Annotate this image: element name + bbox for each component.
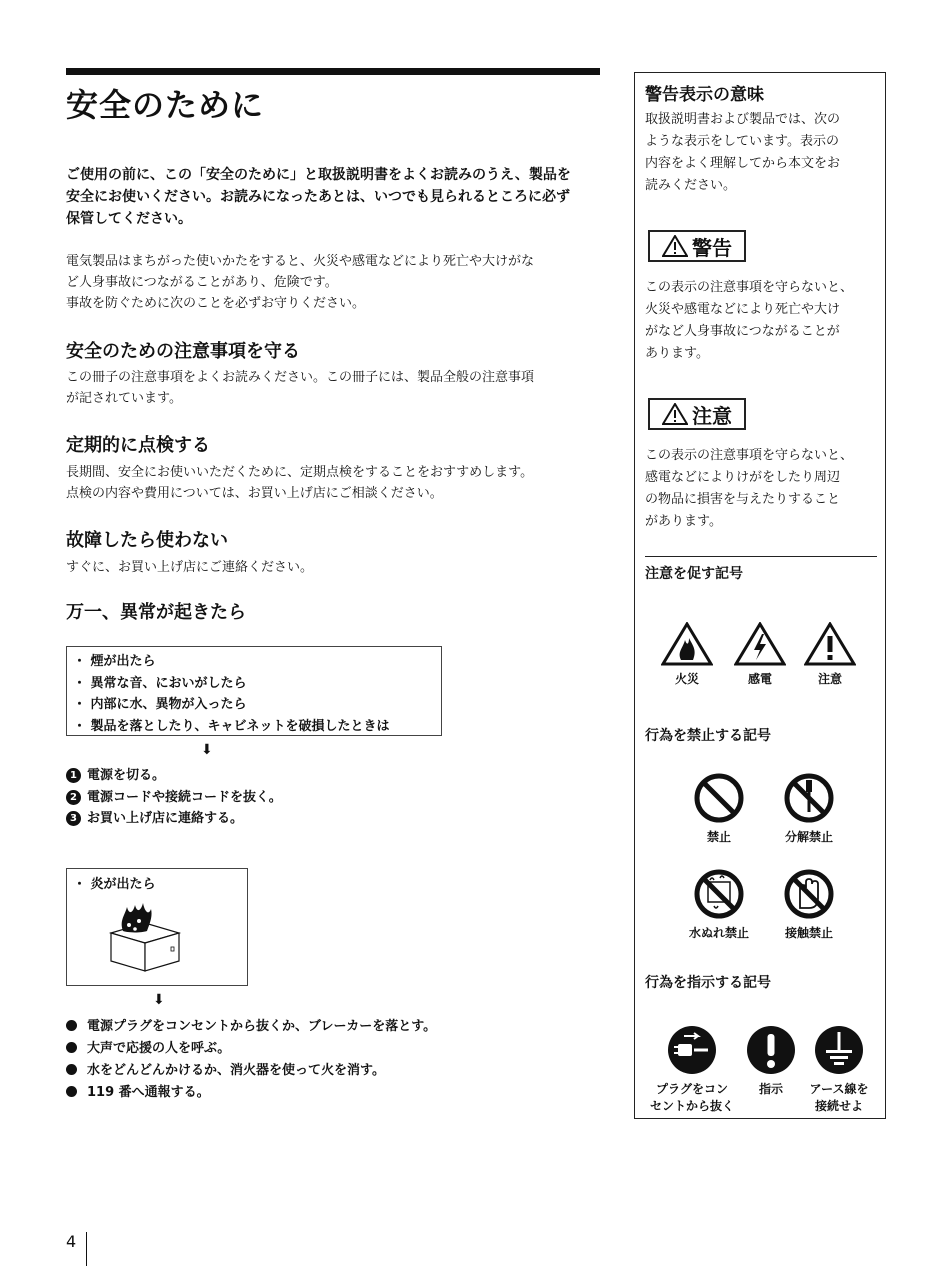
warning-line: 火災や感電などにより死亡や大け: [645, 302, 841, 317]
section-line: この冊子の注意事項をよくお読みください。この冊子には、製品全般の注意事項: [66, 370, 535, 385]
section-body: [66, 557, 596, 578]
no-touch-symbol: [776, 868, 842, 941]
caution-line: があります。: [645, 514, 722, 529]
electric-shock-icon: [734, 622, 786, 666]
symbol-label: 指示: [758, 1082, 783, 1096]
symbol-label: 感電: [747, 672, 772, 686]
ground-icon: [800, 1024, 878, 1076]
page-title: 安全のために: [66, 86, 265, 124]
no-disassembly-icon: [776, 772, 842, 824]
mandatory-exclamation-icon: [745, 1024, 797, 1076]
lead-paragraph: [66, 164, 596, 230]
section-heading: 故障したら使わない: [66, 530, 228, 551]
warning-description: [645, 277, 875, 365]
bullet-icon: [66, 1042, 77, 1053]
fire-hazard-icon: [661, 622, 713, 666]
step-number: 2: [66, 790, 81, 805]
fire-box-label: ・ 炎が出たら: [73, 877, 156, 892]
step-number: 1: [66, 768, 81, 783]
instruct-heading: 行為を指示する記号: [645, 975, 771, 991]
title-rule: [66, 68, 600, 75]
action-steps: [66, 765, 282, 830]
step-item: [66, 787, 282, 809]
symbol-label: プラグをコン: [655, 1082, 728, 1096]
condition-item: ・ 製品を落としたり、キャビネットを破損したときは: [73, 718, 390, 734]
burning-cabinet-icon: [105, 903, 185, 975]
prohibit-heading: 行為を禁止する記号: [645, 728, 771, 744]
no-disassembly-symbol: [776, 772, 842, 845]
caution-sign: [648, 398, 746, 430]
symbol-label: 接続せよ: [814, 1099, 863, 1113]
fire-action-item: [66, 1038, 436, 1060]
instruction-symbol: [745, 1024, 797, 1097]
section-body: [66, 367, 596, 409]
section-line: が記されています。: [66, 391, 182, 406]
section-heading: 万一、異常が起きたら: [66, 602, 246, 623]
step-text: お買い上げ店に連絡する。: [87, 811, 244, 826]
symbol-label: 接触禁止: [784, 926, 833, 940]
symbol-label: 禁止: [706, 830, 731, 844]
bullet-icon: [66, 1064, 77, 1075]
fire-action-text: 大声で応援の人を呼ぶ。: [87, 1041, 231, 1056]
intro-line: 電気製品はまちがった使いかたをすると、火災や感電などにより死亡や大けがな: [66, 254, 535, 269]
attention-heading: 注意を促す記号: [645, 566, 743, 582]
abnormal-conditions-box: [66, 646, 442, 736]
lead-line: 保管してください。: [66, 211, 192, 227]
caution-line: この表示の注意事項を守らないと、: [645, 448, 854, 463]
panel-divider: [645, 556, 877, 557]
section-heading: 定期的に点検する: [66, 435, 210, 456]
section-line: 点検の内容や費用については、お買い上げ店にご相談ください。: [66, 486, 443, 501]
bullet-icon: [66, 1020, 77, 1031]
step-item: [66, 765, 282, 787]
warning-line: がなど人身事故につながることが: [645, 324, 840, 339]
panel-intro: [645, 109, 875, 197]
prohibited-symbol: [686, 772, 752, 845]
panel-heading: 警告表示の意味: [645, 85, 764, 105]
unplug-icon: [644, 1024, 740, 1076]
intro-line: ど人身事故につながることがあり、危険です。: [66, 275, 338, 290]
warning-label: 警告: [692, 235, 732, 260]
symbol-label: セントから抜く: [649, 1099, 734, 1113]
panel-intro-line: 内容をよく理解してから本文をお: [645, 156, 841, 171]
no-touch-icon: [776, 868, 842, 920]
down-arrow-icon: ⬇: [201, 742, 213, 758]
fire-box: [66, 868, 248, 986]
section-line: すぐに、お買い上げ店にご連絡ください。: [66, 560, 314, 575]
condition-item: ・ 異常な音、においがしたら: [73, 675, 247, 691]
down-arrow-icon: ⬇: [153, 992, 165, 1008]
fire-action-item: [66, 1016, 436, 1038]
bullet-icon: [66, 1086, 77, 1097]
step-number: 3: [66, 811, 81, 826]
fire-action-item: [66, 1082, 436, 1104]
symbol-label: アース線を: [809, 1082, 869, 1096]
page-number-rule: [86, 1232, 87, 1266]
prohibited-icon: [686, 772, 752, 824]
warning-triangle-icon: [662, 235, 688, 257]
intro-paragraph: [66, 251, 596, 314]
fire-action-list: [66, 1016, 436, 1104]
step-text: 電源コードや接続コードを抜く。: [87, 789, 282, 805]
warning-sign: [648, 230, 746, 262]
symbol-label: 分解禁止: [784, 830, 833, 844]
no-water-symbol: [686, 868, 752, 941]
fire-action-text: 電源プラグをコンセントから抜くか、ブレーカーを落とす。: [87, 1019, 437, 1034]
caution-symbol: [804, 622, 856, 687]
fire-action-text: 119 番へ通報する。: [87, 1085, 210, 1100]
warning-line: この表示の注意事項を守らないと、: [645, 280, 854, 295]
condition-item: ・ 内部に水、異物が入ったら: [73, 697, 247, 712]
fire-action-text: 水をどんどんかけるか、消火器を使って火を消す。: [87, 1063, 385, 1078]
caution-line: の物品に損害を与えたりすること: [645, 492, 841, 507]
caution-triangle-icon: [662, 403, 688, 425]
section-line: 長期間、安全にお使いいただくために、定期点検をすることをおすすめします。: [66, 465, 534, 480]
caution-line: 感電などによりけがをしたり周辺: [645, 470, 841, 485]
lead-line: 安全にお使いください。お読みになったあとは、いつでも見られるところに必ず: [66, 189, 570, 205]
symbol-label: 注意: [817, 672, 842, 686]
panel-intro-line: ような表示をしています。表示の: [645, 134, 839, 149]
panel-intro-line: 読みください。: [645, 178, 737, 193]
caution-description: [645, 445, 875, 533]
ground-symbol: [800, 1024, 878, 1114]
step-text: 電源を切る。: [87, 768, 166, 783]
condition-item: ・ 煙が出たら: [73, 654, 156, 669]
intro-line: 事故を防ぐために次のことを必ずお守りください。: [66, 296, 366, 311]
symbol-label: 火災: [674, 672, 699, 686]
lead-line: ご使用の前に、この「安全のために」と取扱説明書をよくお読みのうえ、製品を: [66, 167, 571, 183]
step-item: [66, 808, 282, 830]
caution-label: 注意: [692, 403, 732, 428]
exclamation-triangle-icon: [804, 622, 856, 666]
panel-intro-line: 取扱説明書および製品では、次の: [645, 112, 841, 127]
no-water-icon: [686, 868, 752, 920]
section-heading: 安全のための注意事項を守る: [66, 341, 300, 362]
fire-action-item: [66, 1060, 436, 1082]
warning-line: あります。: [645, 346, 709, 361]
section-body: [66, 462, 596, 504]
unplug-symbol: [644, 1024, 740, 1114]
page-number: 4: [66, 1232, 77, 1251]
fire-symbol: [661, 622, 713, 687]
symbol-label: 水ぬれ禁止: [688, 926, 749, 940]
shock-symbol: [734, 622, 786, 687]
